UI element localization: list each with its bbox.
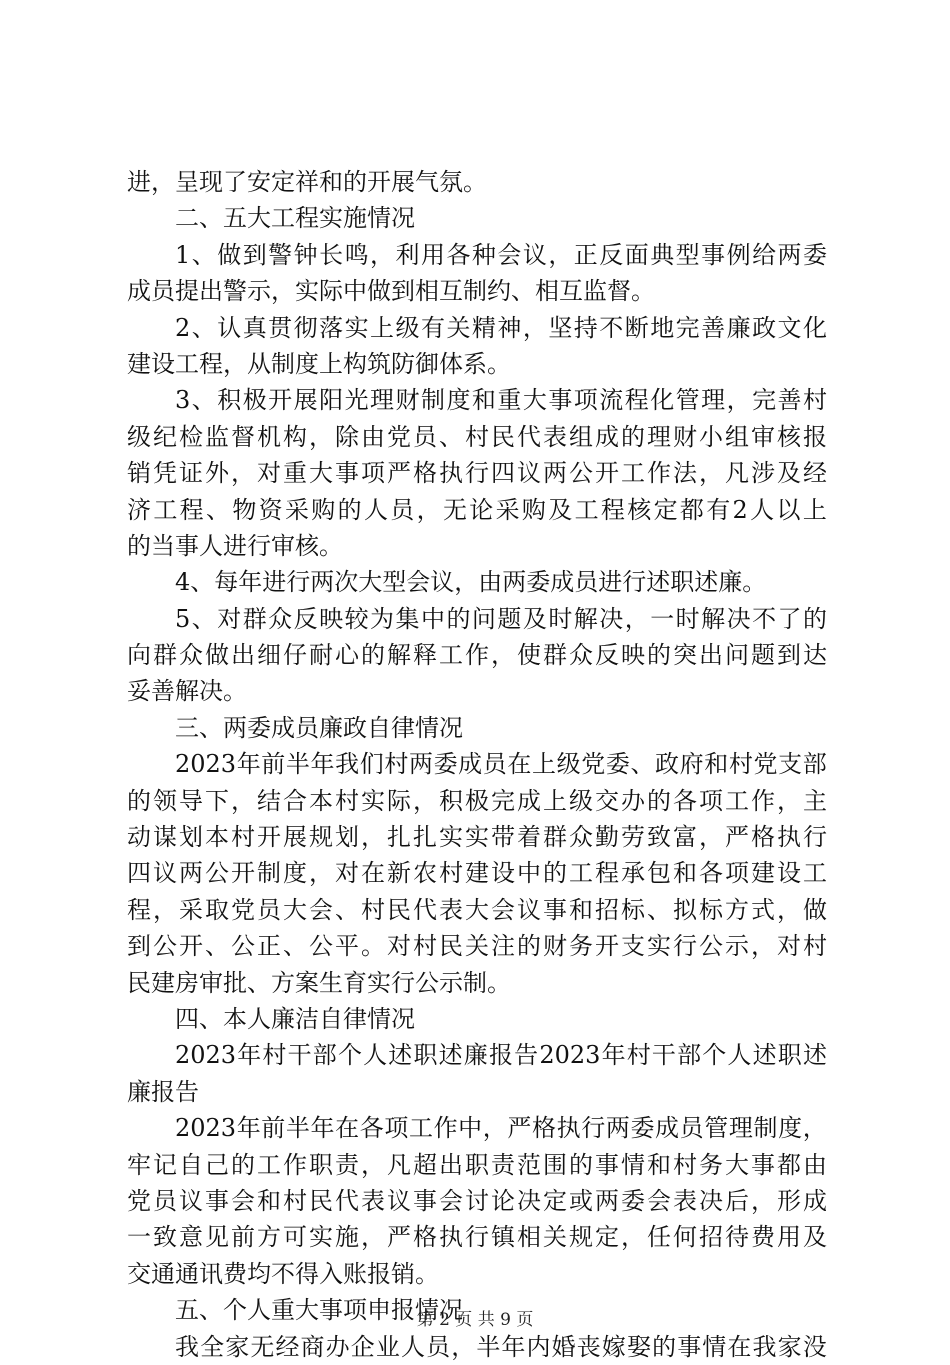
text-line: 我 全 家 无 经 商 办 企 业 人 员 ， 半 年 内 婚 丧 嫁 娶 的 事 情 在 我 家 没 (175, 1332, 827, 1361)
text-line: 2 、 认 真 贯 彻 落 实 上 级 有 关 精 神 ， 坚 持 不 断 地 完 善 廉 政 文 化 (175, 313, 827, 342)
text-line: 党 员 议 事 会 和 村 民 代 表 议 事 会 讨 论 决 定 或 两 委 会 表 决 后 ， 形 成 (127, 1186, 827, 1215)
text-line: 程 ， 采 取 党 员 大 会 、 村 民 代 表 大 会 议 事 和 招 标 、 拟 标 方 式 ， 做 (127, 895, 827, 924)
text-line: 3 、 积 极 开 展 阳 光 理 财 制 度 和 重 大 事 项 流 程 化 管 理 ， 完 善 村 (175, 386, 827, 415)
text-line: 二、五大工程实施情况 (175, 204, 415, 233)
text-line: 妥善解决。 (127, 677, 247, 706)
page-footer: 第 2 页 共 9 页 (416, 1310, 534, 1330)
text-line: 交通通讯费均不得入账报销。 (127, 1259, 439, 1288)
text-line: 动 谋 划 本 村 开 展 规 划 ， 扎 扎 实 实 带 着 群 众 勤 劳 致 富 ， 严 格 执 行 (127, 823, 827, 852)
text-line: 2023 年 前 半 年 我 们 村 两 委 成 员 在 上 级 党 委 、 政 府 和 村 党 支 部 (175, 750, 827, 779)
text-line: 四 议 两 公 开 制 度 ， 对 在 新 农 村 建 设 中 的 工 程 承 包 和 各 项 建 设 工 (127, 859, 827, 888)
text-line: 四、本人廉洁自律情况 (175, 1004, 415, 1033)
text-line: 进，呈现了安定祥和的开展气氛。 (127, 168, 487, 196)
document-body (127, 164, 827, 1365)
text-line: 到 公 开 、 公 正 、 公 平 。 对 村 民 关 注 的 财 务 开 支 实 行 公 示 ， 对 村 (127, 932, 827, 961)
text-line: 成员提出警示，实际中做到相互制约、相互监督。 (127, 277, 655, 306)
text-line: 五、个人重大事项申报情况 (175, 1296, 463, 1325)
text-line: 销 凭 证 外 ， 对 重 大 事 项 严 格 执 行 四 议 两 公 开 工 作 法 ， 凡 涉 及 经 (127, 459, 827, 488)
text-line: 级 纪 检 监 督 机 构 ， 除 由 党 员 、 村 民 代 表 组 成 的 理 财 小 组 审 核 报 (127, 422, 827, 451)
text-line: 廉报告 (127, 1077, 199, 1106)
text-line: 1 、 做 到 警 钟 长 鸣 ， 利 用 各 种 会 议 ， 正 反 面 典 型 事 例 给 两 委 (175, 240, 827, 269)
text-line: 一 致 意 见 前 方 可 实 施 ， 严 格 执 行 镇 相 关 规 定 ， 任 何 招 待 费 用 及 (127, 1223, 827, 1252)
text-line: 济 工 程 、 物 资 采 购 的 人 员 ， 无 论 采 购 及 工 程 核 定 都 有 2 人 以 上 (127, 495, 827, 524)
text-line: 2023 年 村 干 部 个 人 述 职 述 廉 报 告 2023 年 村 干 部 个 人 述 职 述 (175, 1041, 827, 1070)
text-line: 三、两委成员廉政自律情况 (175, 713, 463, 742)
text-line: 4、每年进行两次大型会议，由两委成员进行述职述廉。 (175, 568, 767, 597)
text-line: 牢 记 自 己 的 工 作 职 责 ， 凡 超 出 职 责 范 围 的 事 情 和 村 务 大 事 都 由 (127, 1150, 827, 1179)
text-line: 建设工程，从制度上构筑防御体系。 (127, 349, 511, 378)
text-line: 的 领 导 下 ， 结 合 本 村 实 际 ， 积 极 完 成 上 级 交 办 的 各 项 工 作 ， 主 (127, 786, 827, 815)
text-line: 民建房审批、方案生育实行公示制。 (127, 968, 511, 997)
text-line: 5 、 对 群 众 反 映 较 为 集 中 的 问 题 及 时 解 决 ， 一 时 解 决 不 了 的 (175, 604, 827, 633)
text-line: 的当事人进行审核。 (127, 531, 343, 560)
text-line: 向 群 众 做 出 细 仔 耐 心 的 解 释 工 作 ， 使 群 众 反 映 的 突 出 问 题 到 达 (127, 641, 827, 670)
text-line: 2023 年 前 半 年 在 各 项 工 作 中 ， 严 格 执 行 两 委 成 员 管 理 制 度 ， (175, 1114, 827, 1143)
